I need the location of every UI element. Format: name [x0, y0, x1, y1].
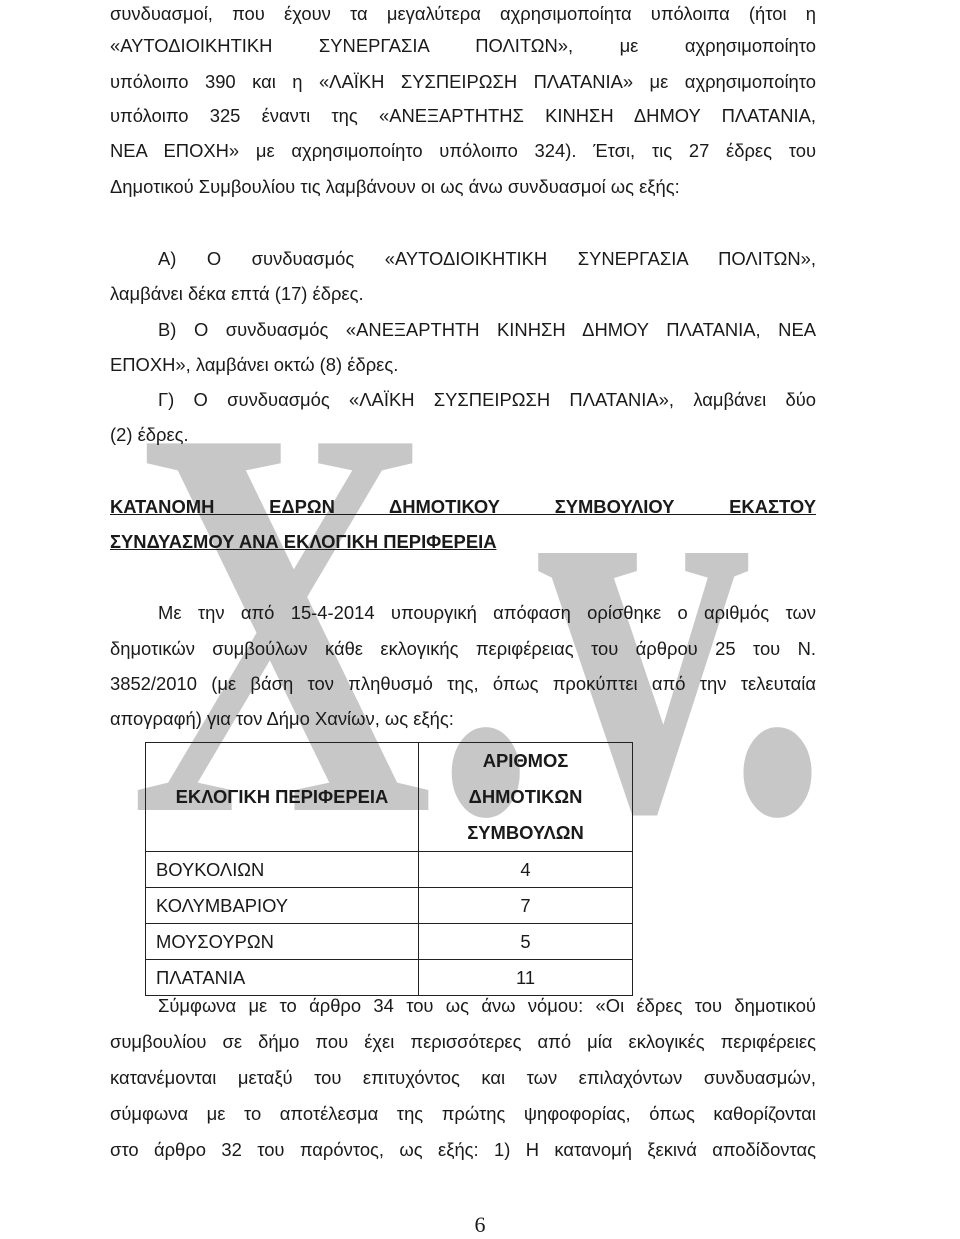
text-line: στο άρθρο 32 του παρόντος, ως εξής: 1) Η κατανομή ξεκινά αποδίδοντας [110, 1139, 816, 1160]
heading-line-2: ΣΥΝΔΥΑΣΜΟΥ ΑΝΑ ΕΚΛΟΓΙΚΗ ΠΕΡΙΦΕΡΕΙΑ [110, 531, 497, 552]
council-seats-table [145, 742, 633, 996]
table-header-row [146, 743, 633, 852]
text-line: απογραφή) για τον Δήμο Χανίων, ως εξής: [110, 708, 454, 729]
list-item-c-cont: (2) έδρες. [110, 424, 189, 445]
text-line: υπόλοιπο 390 και η «ΛΑΪΚΗ ΣΥΣΠΕΙΡΩΣΗ ΠΛΑΤΑΝΙΑ» με αχρησιμοποίητο [110, 71, 816, 92]
text-line: Δημοτικού Συμβουλίου τις λαμβάνουν οι ως άνω συνδυασμοί ως εξής: [110, 176, 680, 197]
table-row [146, 924, 633, 960]
district-cell: ΒΟΥΚΟΛΙΩΝ [146, 852, 419, 888]
table-row [146, 960, 633, 996]
text-line: ΝΕΑ ΕΠΟΧΗ» με αχρησιμοποίητο υπόλοιπο 324). Έτσι, τις 27 έδρες του [110, 140, 816, 161]
watermark-text: X.v. [130, 340, 830, 860]
district-cell: ΚΟΛΥΜΒΑΡΙΟΥ [146, 888, 419, 924]
list-item-b-cont: ΕΠΟΧΗ», λαμβάνει οκτώ (8) έδρες. [110, 354, 399, 375]
text-line: σύμφωνα με το αποτέλεσμα της πρώτης ψηφοφορίας, όπως καθορίζονται [110, 1103, 816, 1124]
text-line: Με την από 15-4-2014 υπουργική απόφαση ορίσθηκε ο αριθμός των [158, 602, 816, 623]
district-cell: ΠΛΑΤΑΝΙΑ [146, 960, 419, 996]
text-line: συμβουλίου σε δήμο που έχει περισσότερες από μία εκλογικές περιφέρειες [110, 1031, 816, 1052]
list-item-a-cont: λαμβάνει δέκα επτά (17) έδρες. [110, 283, 364, 304]
text-line: κατανέμονται μεταξύ του επιτυχόντος και των επιλαχόντων συνδυασμών, [110, 1067, 816, 1088]
seats-cell: 11 [419, 960, 633, 996]
text-line: «ΑΥΤΟΔΙΟΙΚΗΤΙΚΗ ΣΥΝΕΡΓΑΣΙΑ ΠΟΛΙΤΩΝ», με αχρησιμοποίητο [110, 35, 816, 56]
seats-cell: 4 [419, 852, 633, 888]
text-line: 3852/2010 (με βάση τον πληθυσμό της, όπως προκύπτει από την τελευταία [110, 673, 816, 694]
text-line: υπόλοιπο 325 έναντι της «ΑΝΕΞΑΡΤΗΤΗΣ ΚΙΝΗΣΗ ΔΗΜΟΥ ΠΛΑΤΑΝΙΑ, [110, 105, 816, 126]
heading-line-1: ΚΑΤΑΝΟΜΗ ΕΔΡΩΝ ΔΗΜΟΤΙΚΟΥ ΣΥΜΒΟΥΛΙΟΥ ΕΚΑΣΤΟΥ [110, 496, 816, 517]
text-line: συνδυασμοί, που έχουν τα μεγαλύτερα αχρησιμοποίητα υπόλοιπα (ήτοι η [110, 3, 816, 24]
table-row [146, 852, 633, 888]
column-header-seats [419, 743, 633, 852]
seats-cell: 5 [419, 924, 633, 960]
seats-cell: 7 [419, 888, 633, 924]
list-item-b: Β) Ο συνδυασμός «ΑΝΕΞΑΡΤΗΤΗ ΚΙΝΗΣΗ ΔΗΜΟΥ ΠΛΑΤΑΝΙΑ, ΝΕΑ [158, 319, 816, 340]
list-item-c: Γ) Ο συνδυασμός «ΛΑΪΚΗ ΣΥΣΠΕΙΡΩΣΗ ΠΛΑΤΑΝΙΑ», λαμβάνει δύο [158, 389, 816, 410]
text-line: δημοτικών συμβούλων κάθε εκλογικής περιφέρειας του άρθρου 25 του Ν. [110, 638, 816, 659]
table-row [146, 888, 633, 924]
list-item-a: Α) Ο συνδυασμός «ΑΥΤΟΔΙΟΙΚΗΤΙΚΗ ΣΥΝΕΡΓΑΣΙΑ ΠΟΛΙΤΩΝ», [158, 248, 816, 269]
text-line: Σύμφωνα με το άρθρο 34 του ως άνω νόμου: «Οι έδρες του δημοτικού [158, 995, 816, 1016]
district-cell: ΜΟΥΣΟΥΡΩΝ [146, 924, 419, 960]
column-header-seats-line2: ΣΥΜΒΟΥΛΩΝ [467, 822, 584, 843]
page-number: 6 [474, 1212, 486, 1237]
column-header-district: ΕΚΛΟΓΙΚΗ ΠΕΡΙΦΕΡΕΙΑ [146, 743, 419, 852]
column-header-seats-line1: ΑΡΙΘΜΟΣ ΔΗΜΟΤΙΚΩΝ [468, 750, 583, 807]
